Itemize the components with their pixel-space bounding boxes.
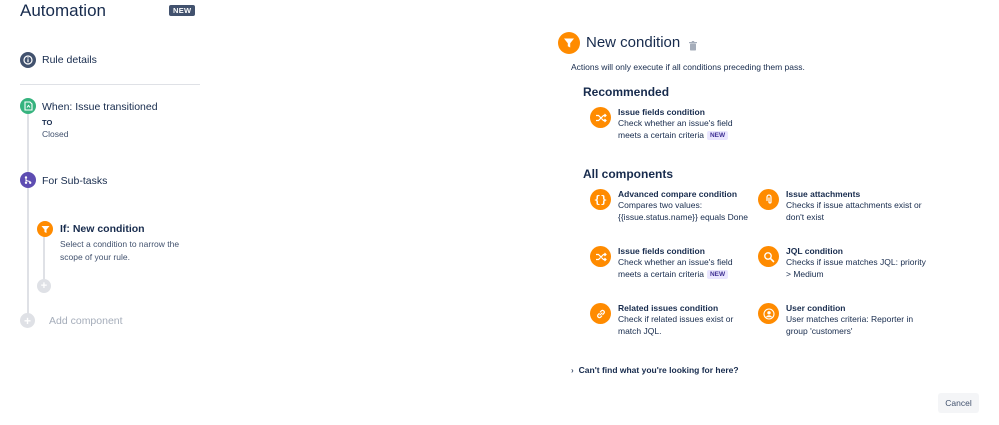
user-icon — [758, 303, 779, 324]
new-badge: NEW — [169, 5, 195, 16]
link-icon — [590, 303, 611, 324]
shuffle-icon — [590, 246, 611, 267]
component-title: Issue fields condition — [618, 107, 705, 117]
chevron-right-icon: › — [571, 366, 574, 375]
panel-subtitle: Actions will only execute if all conditions preceding them pass. — [571, 62, 805, 72]
trigger-to-label: TO — [42, 118, 53, 127]
component-title: Related issues condition — [618, 303, 719, 313]
component-description: Compares two values: {{issue.status.name}} equals Done — [618, 200, 748, 222]
trigger-to-value: Closed — [42, 129, 69, 139]
add-component-label: Add component — [49, 315, 123, 327]
condition-description: Select a condition to narrow the scope of your rule. — [60, 239, 180, 262]
new-lozenge: NEW — [707, 131, 728, 140]
plus-icon: + — [20, 313, 35, 328]
info-icon — [20, 52, 36, 68]
new-lozenge: NEW — [707, 270, 728, 279]
component-description: Checks if issue attachments exist or don't exist — [786, 200, 922, 222]
paperclip-icon — [758, 189, 779, 210]
component-description: Checks if issue matches JQL: priority > Medium — [786, 257, 926, 279]
component-description: Check whether an issue's field meets a certain criteria NEW — [618, 118, 733, 140]
component-title: User condition — [786, 303, 846, 313]
shuffle-icon — [590, 107, 611, 128]
filter-icon — [37, 221, 53, 237]
app-title: Automation — [20, 1, 106, 20]
component-title: Issue attachments — [786, 189, 861, 199]
component-description: User matches criteria: Reporter in group 'customers' — [786, 314, 914, 336]
braces-icon: {} — [590, 189, 611, 210]
trigger-label: When: Issue transitioned — [42, 101, 158, 113]
divider — [20, 84, 200, 85]
add-inner-component-button[interactable]: + — [37, 279, 51, 293]
timeline-line — [43, 237, 45, 279]
component-title: JQL condition — [786, 246, 843, 256]
timeline-line — [27, 188, 29, 314]
branch-icon — [20, 172, 36, 188]
trigger-icon — [20, 98, 36, 114]
cant-find-label: Can't find what you're looking for here? — [578, 365, 739, 375]
condition-label: If: New condition — [60, 223, 145, 235]
component-title: Issue fields condition — [618, 246, 705, 256]
cant-find-expander[interactable] — [571, 365, 739, 375]
search-icon — [758, 246, 779, 267]
component-title: Advanced compare condition — [618, 189, 738, 199]
panel-title: New condition — [586, 34, 681, 51]
component-description: Check whether an issue's field meets a certain criteria NEW — [618, 257, 733, 279]
timeline-line — [27, 114, 29, 174]
filter-icon — [558, 32, 580, 54]
branch-label: For Sub-tasks — [42, 175, 108, 187]
cancel-button[interactable]: Cancel — [938, 393, 979, 413]
recommended-title: Recommended — [583, 85, 670, 99]
all-components-title: All components — [583, 167, 674, 181]
component-description: Check if related issues exist or match JQL. — [618, 314, 734, 336]
trash-icon[interactable] — [689, 38, 697, 56]
rule-details-label: Rule details — [42, 54, 97, 66]
